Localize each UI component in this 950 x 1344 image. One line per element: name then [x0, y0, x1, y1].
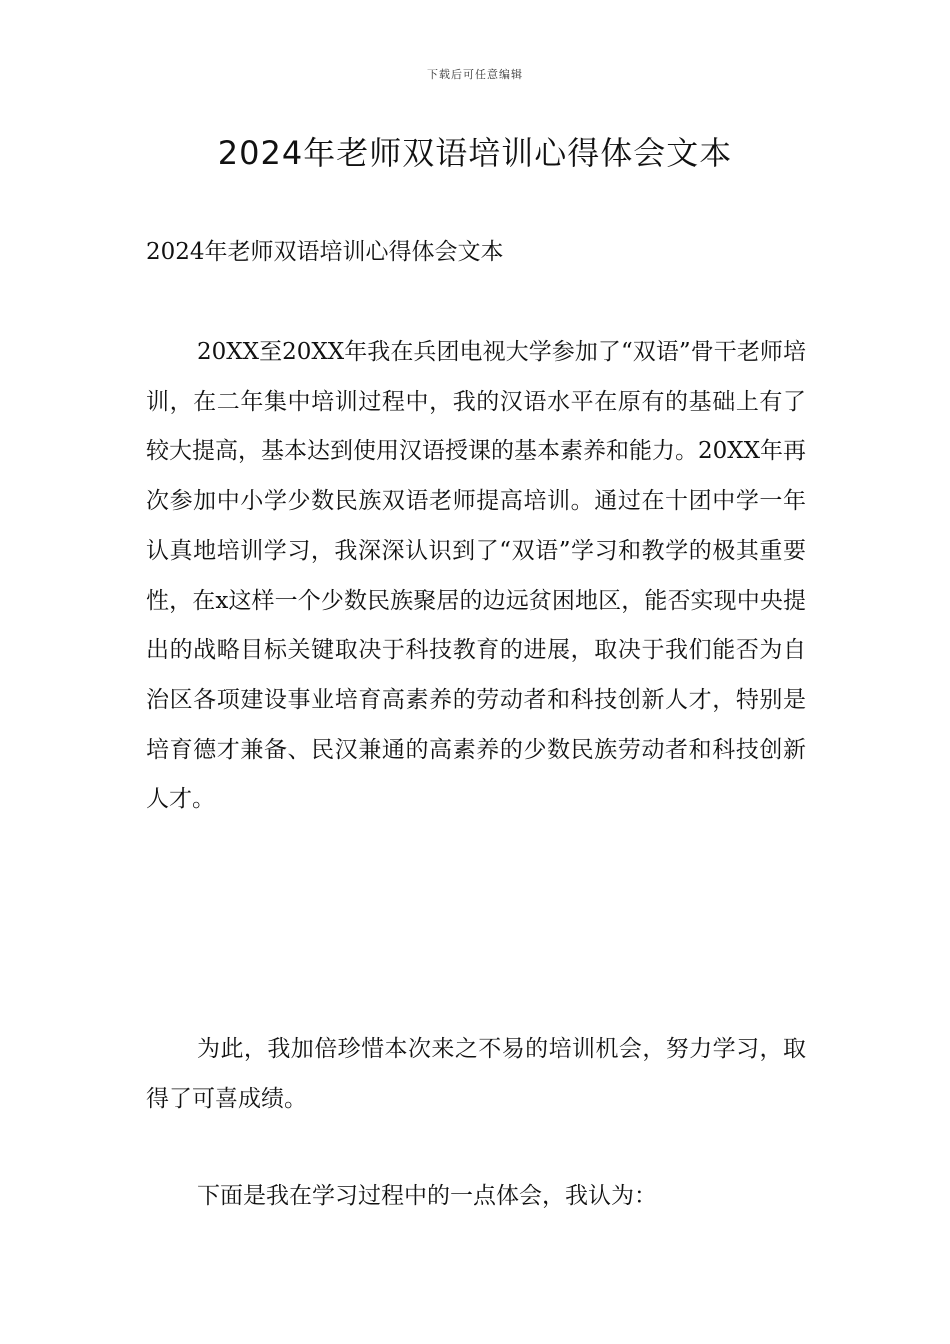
- paragraph-1: 20XX至20XX年我在兵团电视大学参加了“双语”骨干老师培训，在二年集中培训过程中，我的汉语水平在原有的基础上有了较大提高，基本达到使用汉语授课的基本素养和能力。20XX年再次参加中小学少数民族双语老师提高培训。通过在十团中学一年认真地培训学习，我深深认识到了“双语”学习和教学的极其重要性，在x这样一个少数民族聚居的边远贫困地区，能否实现中央提出的战略目标关键取决于科技教育的进展，取决于我们能否为自治区各项建设事业培育高素养的劳动者和科技创新人才，特别是培育德才兼备、民汉兼通的高素养的少数民族劳动者和科技创新人才。: [146, 339, 807, 813]
- document-title: 2024年老师双语培训心得体会文本: [217, 134, 733, 172]
- paragraph-3: 下面是我在学习过程中的一点体会，我认为：: [197, 1183, 657, 1209]
- header-note: 下载后可任意编辑: [427, 68, 523, 81]
- paragraph-2: 为此，我加倍珍惜本次来之不易的培训机会，努力学习，取得了可喜成绩。: [146, 1036, 806, 1112]
- document-subtitle: 2024年老师双语培训心得体会文本: [146, 239, 504, 265]
